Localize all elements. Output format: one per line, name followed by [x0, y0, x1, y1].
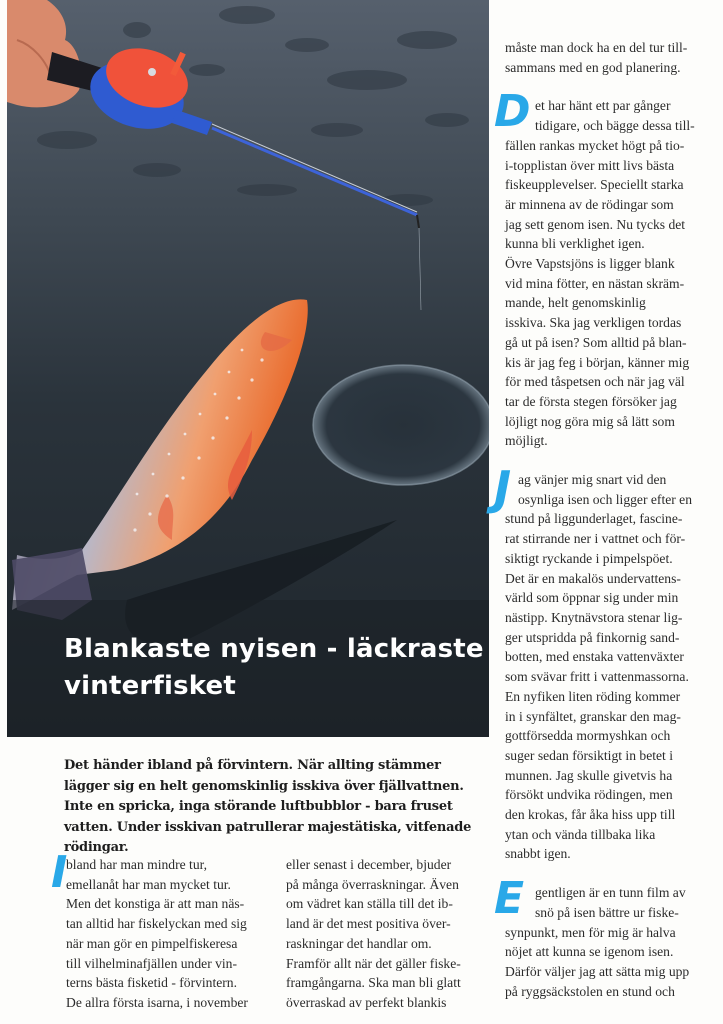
text-line: tidigare, och bägge dessa till-: [535, 118, 695, 134]
text-line: ger utspridda på finkornig sand-: [505, 629, 680, 645]
text-line: eller senast i december, bjuder: [286, 857, 452, 872]
text-line: Det är en makalös undervattens-: [505, 570, 681, 586]
text-line: i-topplistan över mitt livs bästa: [505, 157, 675, 173]
headline-line: vinterfisket: [64, 671, 237, 701]
text-line: in i synfältet, granskar den mag-: [505, 708, 681, 724]
text-line: suger sedan försiktigt in betet i: [505, 747, 673, 763]
text-line: munnen. Jag skulle givetvis ha: [505, 767, 673, 783]
text-line: gentligen är en tunn film av: [535, 885, 686, 901]
article-headline: [64, 631, 484, 705]
text-line: överraskad av perfekt blankis: [286, 994, 447, 1010]
body-column-left: [51, 847, 271, 1013]
text-line: gottförsedda mormyshkan och: [505, 728, 671, 744]
text-line: tar de första stegen försöker jag: [505, 393, 677, 409]
text-line: et har hänt ett par gånger: [535, 98, 671, 114]
text-line: när man gör en pimpelfiskeresa: [66, 935, 238, 951]
text-line: om vädret kan ställa till det ib-: [286, 896, 453, 912]
text-line: tan alltid har fiskelyckan med sig: [66, 916, 247, 932]
ice-fishing-rod-and-arctic-char-photo-icon: [7, 0, 489, 737]
text-line: nästipp. Knytnävstora stenar lig-: [505, 609, 683, 625]
text-line: ytan och vända tillbaka lika: [505, 826, 656, 842]
text-line: land är det mest positiva över-: [286, 916, 451, 932]
text-line: till vilhelminafjällen under vin-: [66, 955, 238, 971]
body-paragraph: [494, 86, 720, 451]
text-line: siktigt ryckande i pimpelspöet.: [505, 550, 673, 566]
text-line: som svävar fritt i vattenmassorna.: [505, 669, 689, 685]
article-photo: [7, 0, 489, 737]
text-line: Därför väljer jag att sätta mig upp: [505, 963, 690, 979]
text-line: stund på liggunderlaget, fascine-: [505, 511, 683, 527]
text-line: den krokas, får åka hiss upp till: [505, 807, 676, 823]
text-line: terns bästa fisketid - förvintern.: [66, 975, 238, 991]
headline-line: Blankaste nyisen - läckraste: [64, 634, 484, 664]
text-line: Framför allt när det gäller fiske-: [286, 955, 461, 971]
text-line: raskningar det handlar om.: [286, 935, 432, 951]
article-lead: Det händer ibland på förvintern. När allting stämmer lägger sig en helt genomskinlig isskiva över fjällvattnen. Inte en spricka, inga störande luftbubblor - bara fruset vatten. Under isskivan patrullerar majestätiska, vitfenade rödingar.: [64, 758, 472, 855]
text-line: fiskeupplevelser. Speciellt starka: [505, 177, 684, 193]
text-line: Men det konstiga är att man näs-: [66, 896, 245, 912]
body-column-middle: [286, 855, 486, 1013]
body-paragraph: [494, 873, 720, 1001]
drop-cap: E: [494, 873, 525, 925]
drop-cap: J: [494, 461, 512, 516]
body-paragraph: [51, 847, 271, 1013]
text-line: kis är jag feg i början, känner mig: [505, 354, 690, 370]
text-line: isskiva. Ska jag verkligen tordas: [505, 315, 682, 331]
text-line: snabbt igen.: [505, 846, 571, 862]
drop-cap: D: [494, 86, 531, 138]
text-line: Övre Vapstsjöns is ligger blank: [505, 256, 675, 272]
text-line: synpunkt, men för mig är halva: [505, 924, 676, 940]
text-line: nöjet att kunna se igenom isen.: [505, 944, 674, 960]
text-line: bland har man mindre tur,: [66, 857, 208, 872]
text-line: En nyfiken liten röding kommer: [505, 688, 681, 704]
text-line: De allra första isarna, i november: [66, 994, 248, 1010]
text-line: sammans med en god planering.: [505, 59, 681, 75]
text-line: för med tåspetsen och när jag väl: [505, 374, 685, 390]
drop-cap: I: [51, 847, 68, 898]
text-line: ag vänjer mig snart vid den: [518, 472, 667, 488]
text-line: jag sett genom isen. Nu tycks det: [505, 216, 686, 232]
text-line: fällen rankas mycket högt på tio-: [505, 137, 685, 153]
text-line: rat stirrande ner i vattnet och för-: [505, 531, 686, 547]
text-line: på ryggsäckstolen en stund och: [505, 983, 675, 999]
text-line: måste man dock ha en del tur till-: [505, 40, 688, 55]
text-line: vid mina fötter, en nästan skräm-: [505, 275, 685, 291]
text-line: kunna bli verklighet igen.: [505, 236, 645, 252]
text-line: snö på isen bättre ur fiske-: [535, 904, 679, 920]
body-column-right: [494, 38, 720, 1001]
text-line: möjligt.: [505, 433, 548, 449]
text-line: på många överraskningar. Även: [286, 876, 459, 892]
text-line: framgångarna. Ska man bli glatt: [286, 975, 461, 991]
text-line: osynliga isen och ligger efter en: [518, 491, 693, 507]
text-line: gå ut på isen? Som alltid på blan-: [505, 334, 687, 350]
text-line: värld som öppnar sig under min: [505, 590, 679, 606]
text-line: är minnena av de rödingar som: [505, 196, 674, 212]
text-line: försökt undvika rödingen, men: [505, 787, 673, 803]
text-line: mande, helt genomskinlig: [505, 295, 646, 311]
text-line: botten, med enstaka vattenväxter: [505, 649, 684, 665]
text-line: löjligt nog göra mig så lätt som: [505, 413, 675, 429]
body-paragraph: [494, 461, 720, 864]
text-line: emellanåt har man mycket tur.: [66, 876, 231, 892]
